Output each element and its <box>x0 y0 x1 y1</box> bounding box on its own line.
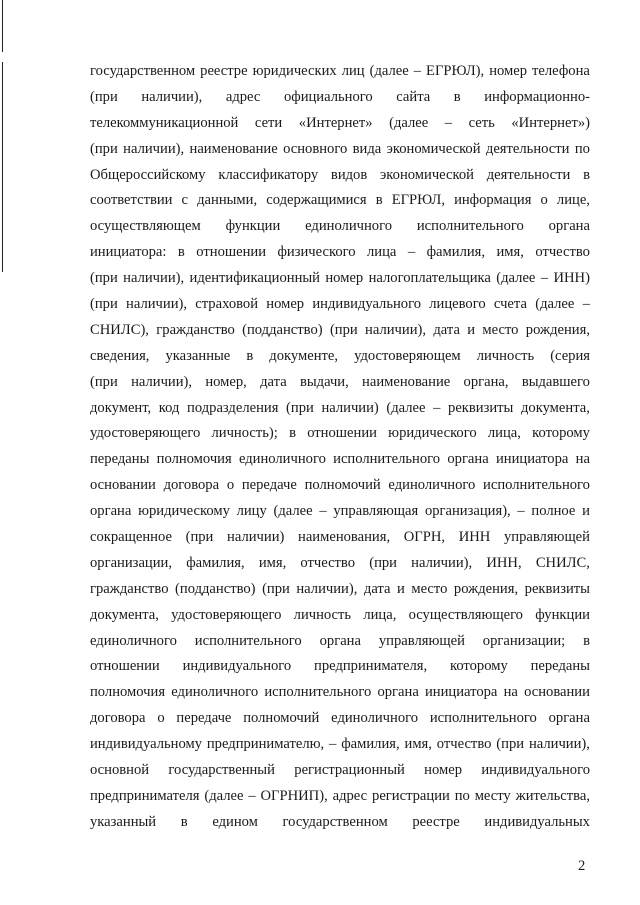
text-line: телекоммуникационной сети «Интернет» (далее – сеть «Интернет») <box>90 114 590 131</box>
text-line: основании договора о передаче полномочий единоличного исполнительного <box>90 477 590 494</box>
text-line: Общероссийскому классификатору видов экономической деятельности в <box>90 166 590 183</box>
text-line: организации, фамилия, имя, отчество (при наличии), ИНН, СНИЛС, <box>90 554 590 571</box>
text-line: осуществляющем функции единоличного исполнительного органа <box>90 218 590 235</box>
text-line: органа юридическому лицу (далее – управляющая организация), – полное и <box>90 503 590 520</box>
text-line: инициатора: в отношении физического лица – фамилия, имя, отчество <box>90 244 590 261</box>
text-line: сведения, указанные в документе, удостоверяющем личность (серия <box>90 347 590 364</box>
text-line: удостоверяющего личность); в отношении юридического лица, которому <box>90 425 590 442</box>
text-line: соответствии с данными, содержащимися в ЕГРЮЛ, информация о лице, <box>90 192 590 209</box>
text-line: единоличного исполнительного органа управляющей организации; в <box>90 632 590 649</box>
text-line: СНИЛС), гражданство (подданство) (при наличии), дата и место рождения, <box>90 321 590 338</box>
scan-edge-mark <box>2 0 3 52</box>
text-line: государственном реестре юридических лиц (далее – ЕГРЮЛ), номер телефона <box>90 63 590 79</box>
text-line: документ, код подразделения (при наличии) (далее – реквизиты документа, <box>90 399 590 416</box>
text-line: (при наличии), адрес официального сайта в информационно- <box>90 88 590 105</box>
text-line: предпринимателя (далее – ОГРНИП), адрес регистрации по месту жительства, <box>90 787 590 804</box>
text-line: отношении индивидуального предпринимателя, которому переданы <box>90 658 590 675</box>
page-number: 2 <box>578 858 586 874</box>
text-line: (при наличии), наименование основного вида экономической деятельности по <box>90 140 590 157</box>
text-line: договора о передаче полномочий единоличного исполнительного органа <box>90 710 590 727</box>
text-line: полномочия единоличного исполнительного органа инициатора на основании <box>90 684 590 701</box>
text-line: (при наличии), идентификационный номер налогоплательщика (далее – ИНН) <box>90 270 590 287</box>
body-text <box>90 59 590 836</box>
text-line: переданы полномочия единоличного исполнительного органа инициатора на <box>90 451 590 468</box>
text-line: документа, удостоверяющего личность лица, осуществляющего функции <box>90 606 590 623</box>
text-line: (при наличии), номер, дата выдачи, наименование органа, выдавшего <box>90 373 590 390</box>
text-line: указанный в едином государственном реестре индивидуальных <box>90 813 590 830</box>
text-line: (при наличии), страховой номер индивидуального лицевого счета (далее – <box>90 296 590 313</box>
text-line: индивидуальному предпринимателю, – фамилия, имя, отчество (при наличии), <box>90 736 590 753</box>
text-line: основной государственный регистрационный номер индивидуального <box>90 762 590 779</box>
scan-edge-mark <box>2 62 3 272</box>
text-line: сокращенное (при наличии) наименования, ОГРН, ИНН управляющей <box>90 529 590 546</box>
text-line: гражданство (подданство) (при наличии), дата и место рождения, реквизиты <box>90 580 590 597</box>
